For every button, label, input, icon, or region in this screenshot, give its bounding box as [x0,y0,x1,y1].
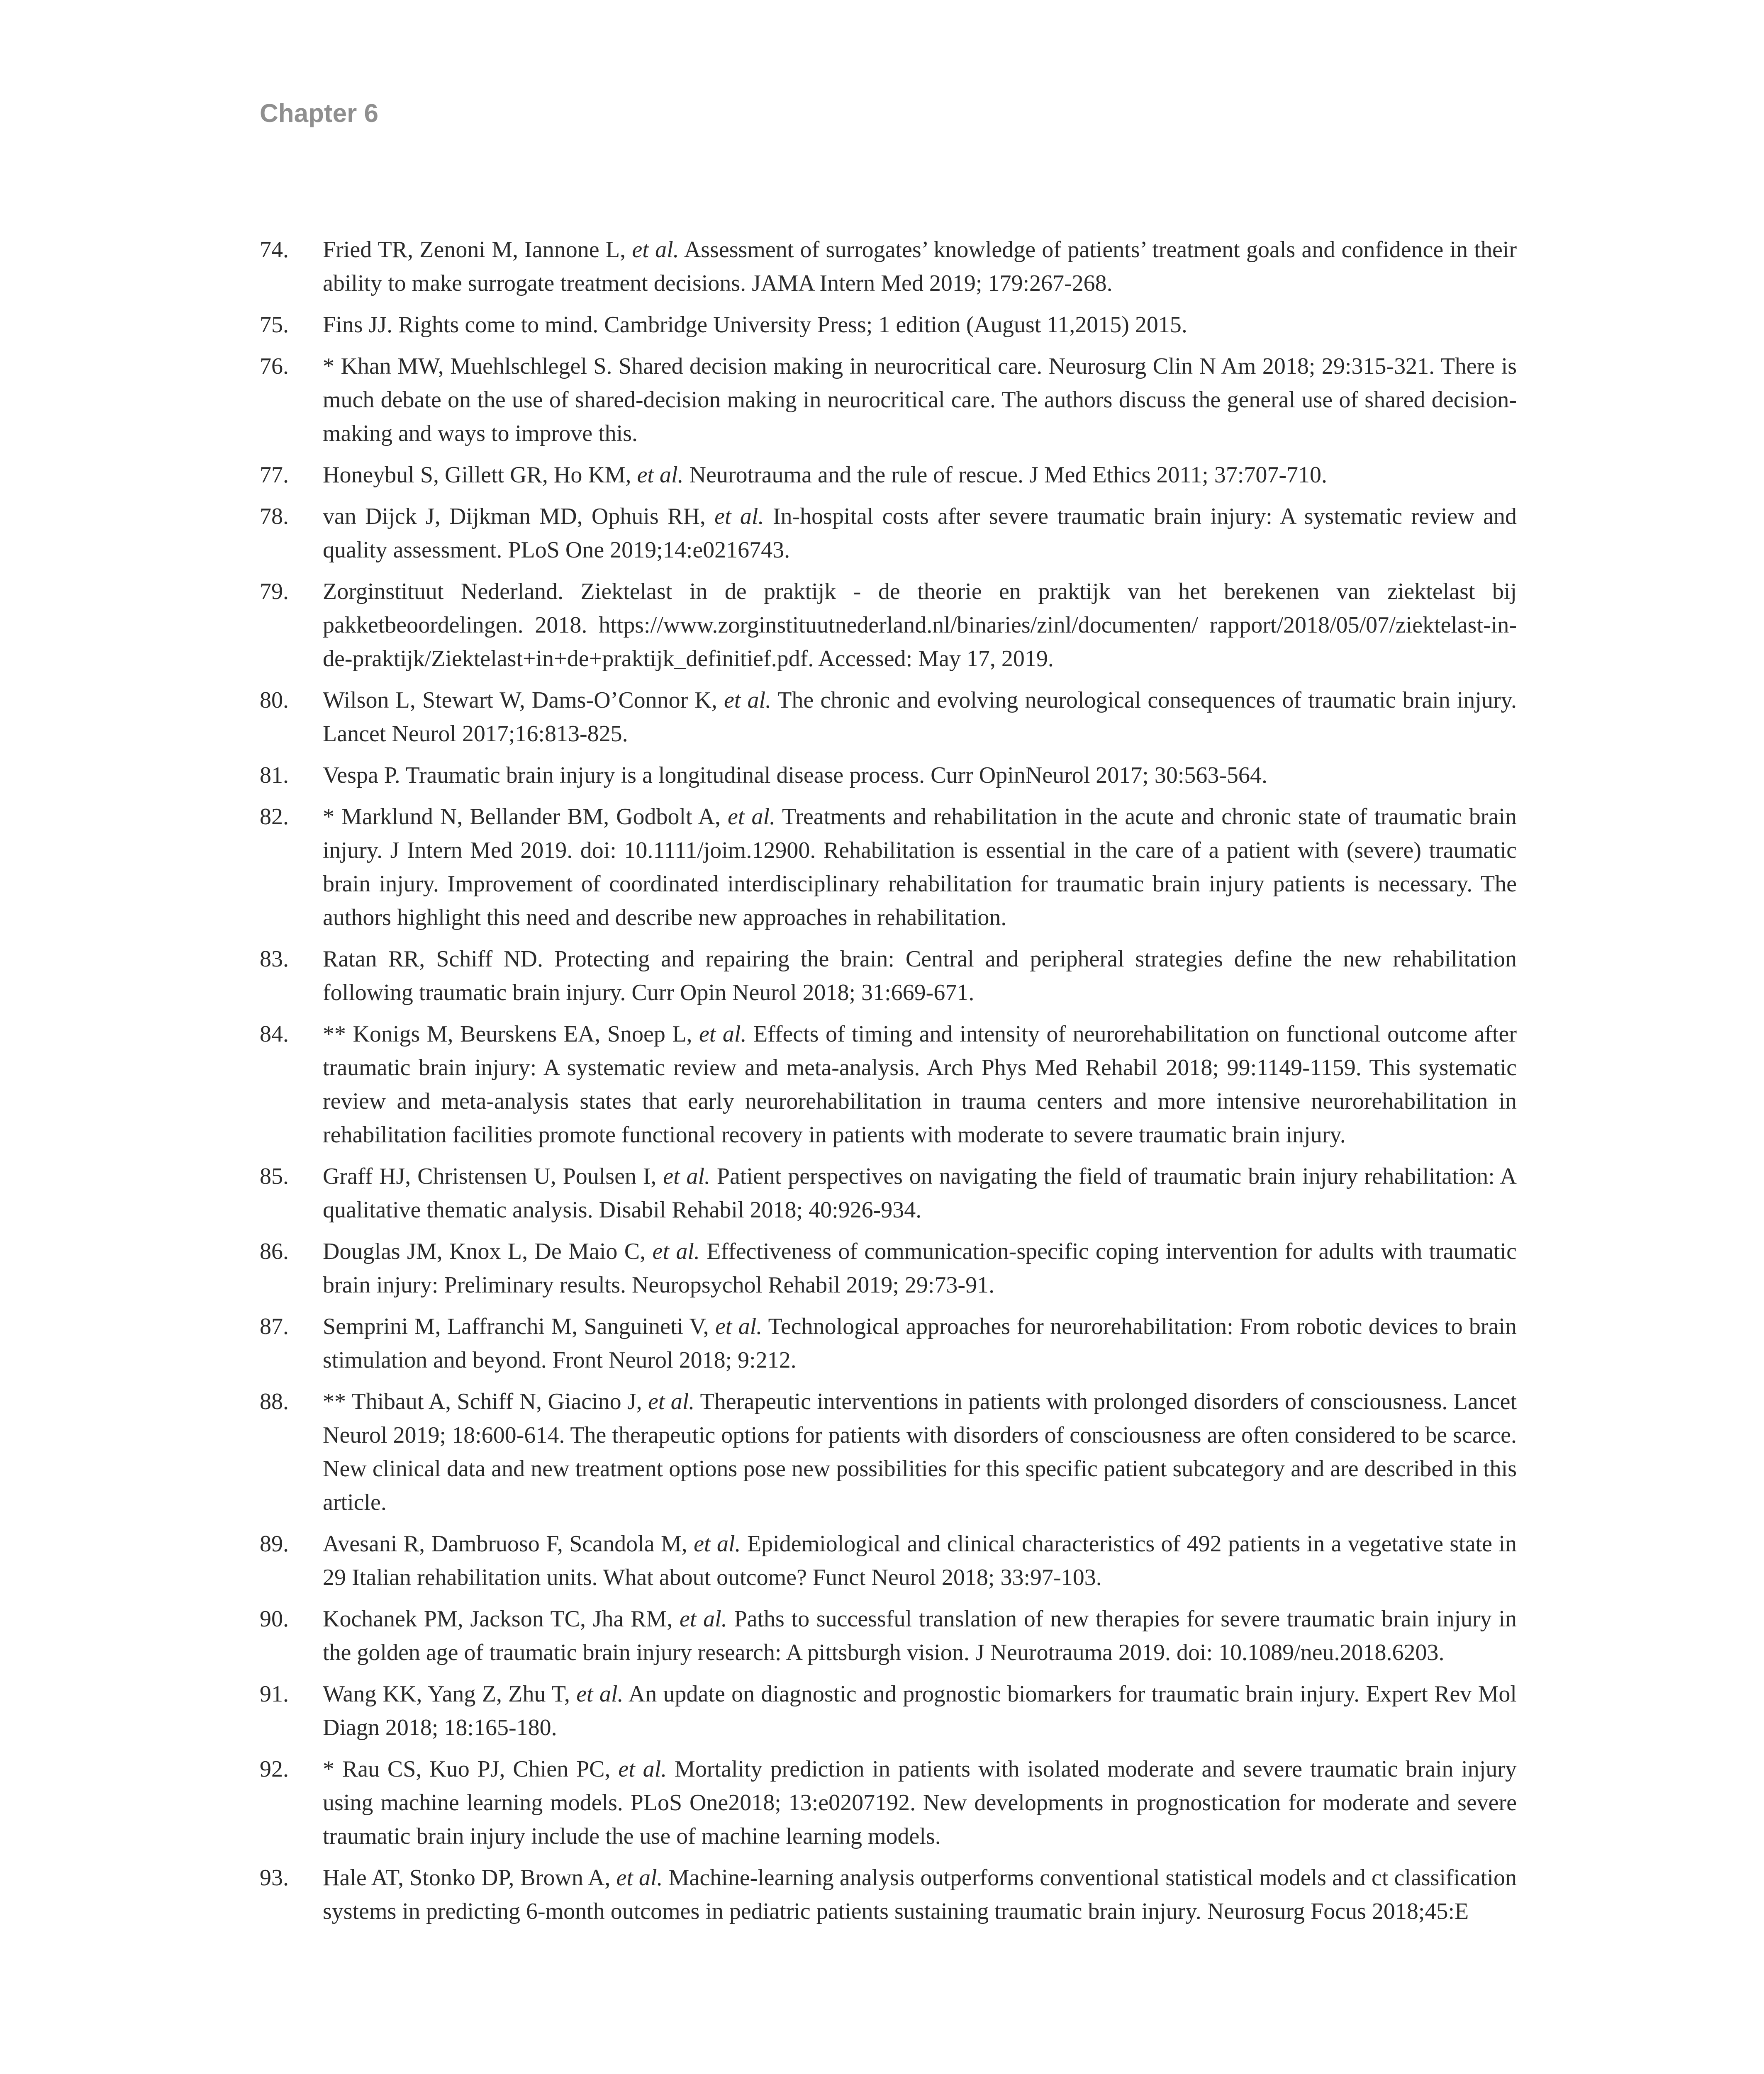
reference-item [260,800,1517,935]
reference-number: 83. [260,946,289,972]
reference-text-part: Ratan RR, Schiff ND. Protecting and repairing the brain: Central and peripheral strategies define the new rehabilitation following traumatic brain injury. Curr Opin Neurol 2018; 31:669-671. [323,946,1517,1005]
reference-text-part: Neurotrauma and the rule of rescue. J Med Ethics 2011; 37:707-710. [683,462,1328,488]
reference-text-part: The chronic and evolving neurological consequences of traumatic brain injury. Lancet Neurol 2017;16:813-825. [323,687,1517,747]
reference-text [323,1602,1517,1670]
et-al-italic: et al. [728,804,776,830]
reference-text-part: Semprini M, Laffranchi M, Sanguineti V, [323,1314,715,1339]
reference-number: 84. [260,1021,289,1047]
reference-text-part: In-hospital costs after severe traumatic brain injury: A systematic review and quality assessment. PLoS One 2019;14:e0216743. [323,504,1517,563]
reference-text-part: van Dijck J, Dijkman MD, Ophuis RH, [323,504,715,529]
reference-text-part: Technological approaches for neurorehabilitation: From robotic devices to brain stimulation and beyond. Front Neurol 2018; 9:212. [323,1314,1517,1373]
reference-text-part: Kochanek PM, Jackson TC, Jha RM, [323,1606,680,1632]
et-al-italic: et al. [715,1314,763,1339]
reference-number: 91. [260,1681,289,1707]
reference-item [260,1861,1517,1928]
reference-text-part: Paths to successful translation of new therapies for severe traumatic brain injury in the golden age of traumatic brain injury research: A pittsburgh vision. J Neurotrauma 2019. doi: 10.1089/neu.2018.6203. [323,1606,1517,1665]
reference-text-part: Wilson L, Stewart W, Dams-O’Connor K, [323,687,724,713]
reference-number: 85. [260,1164,289,1189]
reference-item [260,350,1517,450]
et-al-italic: et al. [724,687,772,713]
reference-text-part: * Marklund N, Bellander BM, Godbolt A, [323,804,728,830]
reference-text [323,575,1517,676]
reference-item [260,308,1517,342]
reference-text-part: Honeybul S, Gillett GR, Ho KM, [323,462,637,488]
reference-item [260,1602,1517,1670]
et-al-italic: et al. [699,1021,747,1047]
reference-item [260,684,1517,751]
reference-text-part: Wang KK, Yang Z, Zhu T, [323,1681,577,1707]
et-al-italic: et al. [680,1606,727,1632]
reference-text [323,500,1517,567]
reference-item [260,500,1517,567]
et-al-italic: et al. [694,1531,741,1557]
reference-number: 88. [260,1389,289,1414]
reference-text [323,1385,1517,1519]
reference-item [260,1385,1517,1519]
et-al-italic: et al. [652,1239,700,1264]
reference-text-part: Douglas JM, Knox L, De Maio C, [323,1239,653,1264]
reference-text-part: * Rau CS, Kuo PJ, Chien PC, [323,1756,619,1782]
reference-text [323,1527,1517,1594]
reference-number: 86. [260,1239,289,1264]
reference-text-part: Epidemiological and clinical characteristics of 492 patients in a vegetative state in 29 Italian rehabilitation units. What about outcome? Funct Neurol 2018; 33:97-103. [323,1531,1517,1590]
reference-text-part: * Khan MW, Muehlschlegel S. Shared decision making in neurocritical care. Neurosurg Clin N Am 2018; 29:315-321. There is much debate on the use of shared-decision making in neurocritical care. The authors discuss the general use of shared decision-making and ways to improve this. [323,353,1517,446]
reference-text-part: Vespa P. Traumatic brain injury is a longitudinal disease process. Curr OpinNeurol 2017; 30:563-564. [323,762,1268,788]
reference-text-part: An update on diagnostic and prognostic biomarkers for traumatic brain injury. Expert Rev Mol Diagn 2018; 18:165-180. [323,1681,1517,1741]
reference-text [323,1310,1517,1377]
reference-number: 92. [260,1756,289,1782]
reference-text-part: Therapeutic interventions in patients with prolonged disorders of consciousness. Lancet Neurol 2019; 18:600-614. The therapeutic options for patients with disorders of consciousness are often considered to be scarce. New clinical data and new treatment options pose new possibilities for this specific patient subcategory and are described in this article. [323,1389,1517,1515]
reference-text-part: Hale AT, Stonko DP, Brown A, [323,1865,616,1891]
reference-text-part: Graff HJ, Christensen U, Poulsen I, [323,1164,663,1189]
reference-text [323,684,1517,751]
reference-item [260,458,1517,492]
reference-text-part: Patient perspectives on navigating the field of traumatic brain injury rehabilitation: A qualitative thematic analysis. Disabil Rehabil 2018; 40:926-934. [323,1164,1517,1223]
reference-text [323,1160,1517,1227]
et-al-italic: et al. [648,1389,695,1414]
reference-item [260,1527,1517,1594]
reference-text [323,1677,1517,1745]
reference-text-part: Treatments and rehabilitation in the acute and chronic state of traumatic brain injury. J Intern Med 2019. doi: 10.1111/joim.12900. Rehabilitation is essential in the care of a patient with (severe) traumatic brain injury. Improvement of coordinated interdisciplinary rehabilitation for traumatic brain injury patients is necessary. The authors highlight this need and describe new approaches in rehabilitation. [323,804,1517,930]
reference-item [260,1753,1517,1853]
reference-number: 78. [260,504,289,529]
reference-text-part: Fried TR, Zenoni M, Iannone L, [323,237,632,263]
et-al-italic: et al. [618,1756,667,1782]
reference-number: 79. [260,579,289,604]
reference-number: 87. [260,1314,289,1339]
reference-text-part: ** Konigs M, Beurskens EA, Snoep L, [323,1021,699,1047]
reference-text-part: Assessment of surrogates’ knowledge of patients’ treatment goals and confidence in their ability to make surrogate treatment decisions. JAMA Intern Med 2019; 179:267-268. [323,237,1517,296]
reference-text [323,942,1517,1010]
reference-number: 89. [260,1531,289,1557]
reference-item [260,1235,1517,1302]
reference-list [260,233,1517,1936]
reference-text [323,350,1517,450]
et-al-italic: et al. [637,462,684,488]
reference-number: 77. [260,462,289,488]
reference-item [260,1018,1517,1152]
chapter-header: Chapter 6 [260,99,378,128]
reference-item [260,1160,1517,1227]
et-al-italic: et al. [616,1865,663,1891]
et-al-italic: et al. [714,504,764,529]
reference-number: 93. [260,1865,289,1891]
reference-text [323,308,1517,342]
reference-text [323,1235,1517,1302]
reference-text [323,233,1517,300]
reference-text [323,1018,1517,1152]
et-al-italic: et al. [663,1164,711,1189]
reference-number: 90. [260,1606,289,1632]
reference-number: 81. [260,762,289,788]
reference-text-part: Zorginstituut Nederland. Ziektelast in de praktijk - de theorie en praktijk van het berekenen van ziektelast bij pakketbeoordelingen. 2018. https://www.zorginstituutnederland.nl/binaries/zinl/documenten/ rapport/2018/05/07/ziektelast-in-de-praktijk/Ziektelast+in+de+praktijk_definitief.pdf. Accessed: May 17, 2019. [323,579,1517,672]
reference-number: 80. [260,687,289,713]
reference-number: 82. [260,804,289,830]
reference-text-part: Mortality prediction in patients with isolated moderate and severe traumatic brain injury using machine learning models. PLoS One2018; 13:e0207192. New developments in prognostication for moderate and severe traumatic brain injury include the use of machine learning models. [323,1756,1517,1849]
reference-text [323,458,1517,492]
reference-text-part: Machine-learning analysis outperforms conventional statistical models and ct classification systems in predicting 6-month outcomes in pediatric patients sustaining traumatic brain injury. Neurosurg Focus 2018;45:E [323,1865,1517,1924]
reference-item [260,942,1517,1010]
et-al-italic: et al. [632,237,679,263]
reference-text-part: Effects of timing and intensity of neurorehabilitation on functional outcome after traumatic brain injury: A systematic review and meta-analysis. Arch Phys Med Rehabil 2018; 99:1149-1159. This systematic review and meta-analysis states that early neurorehabilitation in trauma centers and more intensive neurorehabilitation in rehabilitation facilities promote functional recovery in patients with moderate to severe traumatic brain injury. [323,1021,1517,1148]
reference-item [260,233,1517,300]
reference-text [323,800,1517,935]
reference-item [260,1310,1517,1377]
reference-text-part: Avesani R, Dambruoso F, Scandola M, [323,1531,694,1557]
reference-item [260,759,1517,792]
reference-text-part: Fins JJ. Rights come to mind. Cambridge University Press; 1 edition (August 11,2015) 2015. [323,312,1187,338]
reference-number: 74. [260,237,289,263]
reference-text [323,759,1517,792]
reference-number: 75. [260,312,289,338]
reference-text-part: ** Thibaut A, Schiff N, Giacino J, [323,1389,648,1414]
reference-item [260,575,1517,676]
reference-number: 76. [260,353,289,379]
reference-text-part: Effectiveness of communication-specific coping intervention for adults with traumatic brain injury: Preliminary results. Neuropsychol Rehabil 2019; 29:73-91. [323,1239,1517,1298]
reference-text [323,1753,1517,1853]
reference-item [260,1677,1517,1745]
et-al-italic: et al. [576,1681,624,1707]
reference-text [323,1861,1517,1928]
